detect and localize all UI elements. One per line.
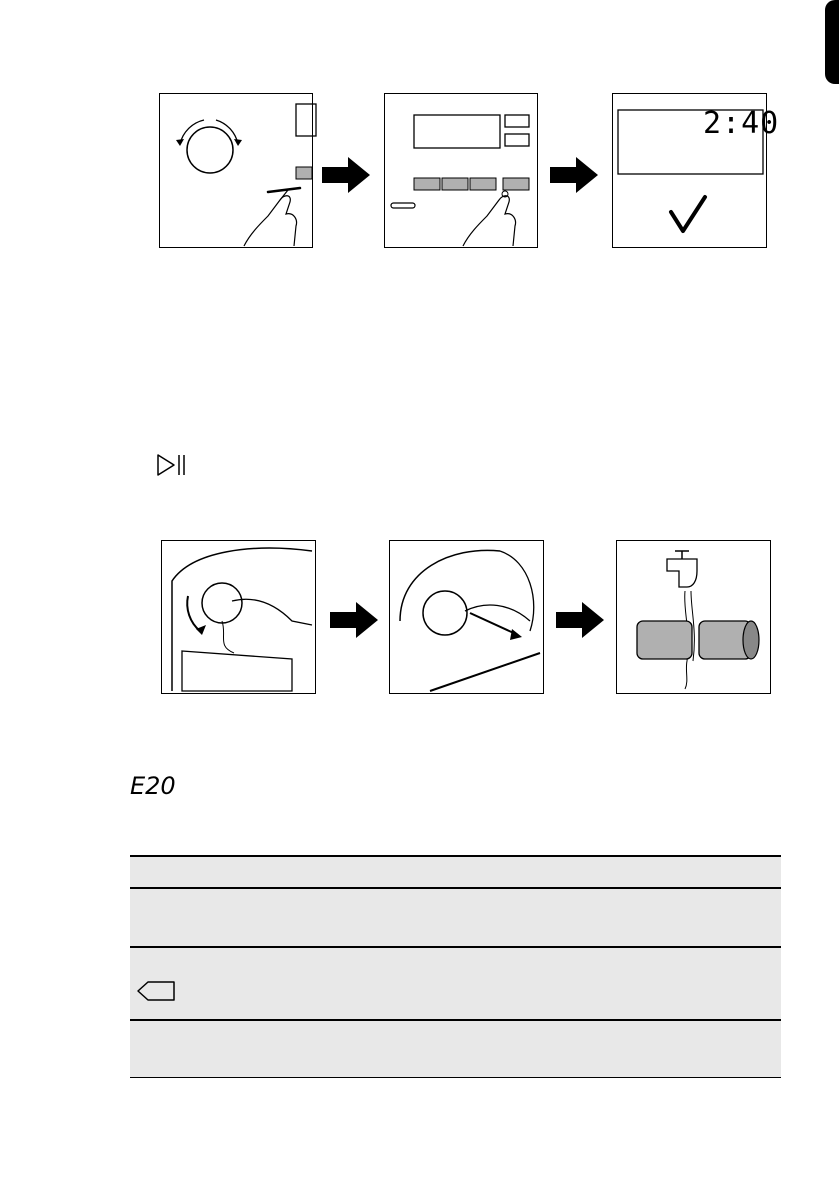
check-icon [671,197,705,231]
error-code: E20 [130,772,176,800]
illustration-filter-remove-panel [389,540,544,694]
knob-illustration [160,94,314,249]
arrow-right-icon [330,600,380,640]
tag-icon [136,980,176,1002]
illustration-display-panel [612,93,780,248]
table-row [130,947,781,1020]
arrow-right-icon [556,600,606,640]
illustration-knob-panel [159,93,313,248]
illustration-filter-rinse-panel [616,540,771,694]
table-cell [130,1020,781,1078]
play-pause-icon [156,452,190,478]
illustration-button-panel [384,93,538,248]
filter-rinse-illustration [617,541,772,695]
display-time: 2:40 [703,106,780,141]
arrow-right-icon [322,155,372,195]
control-panel-illustration [385,94,539,249]
table-row [130,888,781,947]
table-cell [130,856,781,888]
page-edge-tab [825,0,839,84]
table-row [130,1020,781,1078]
info-table [130,855,781,1078]
filter-remove-illustration [390,541,545,695]
table-cell [130,947,781,1020]
arrow-right-icon [550,155,600,195]
illustration-filter-drain-panel [161,540,316,694]
table-row [130,856,781,888]
table-cell [130,888,781,947]
filter-drain-illustration [162,541,317,695]
